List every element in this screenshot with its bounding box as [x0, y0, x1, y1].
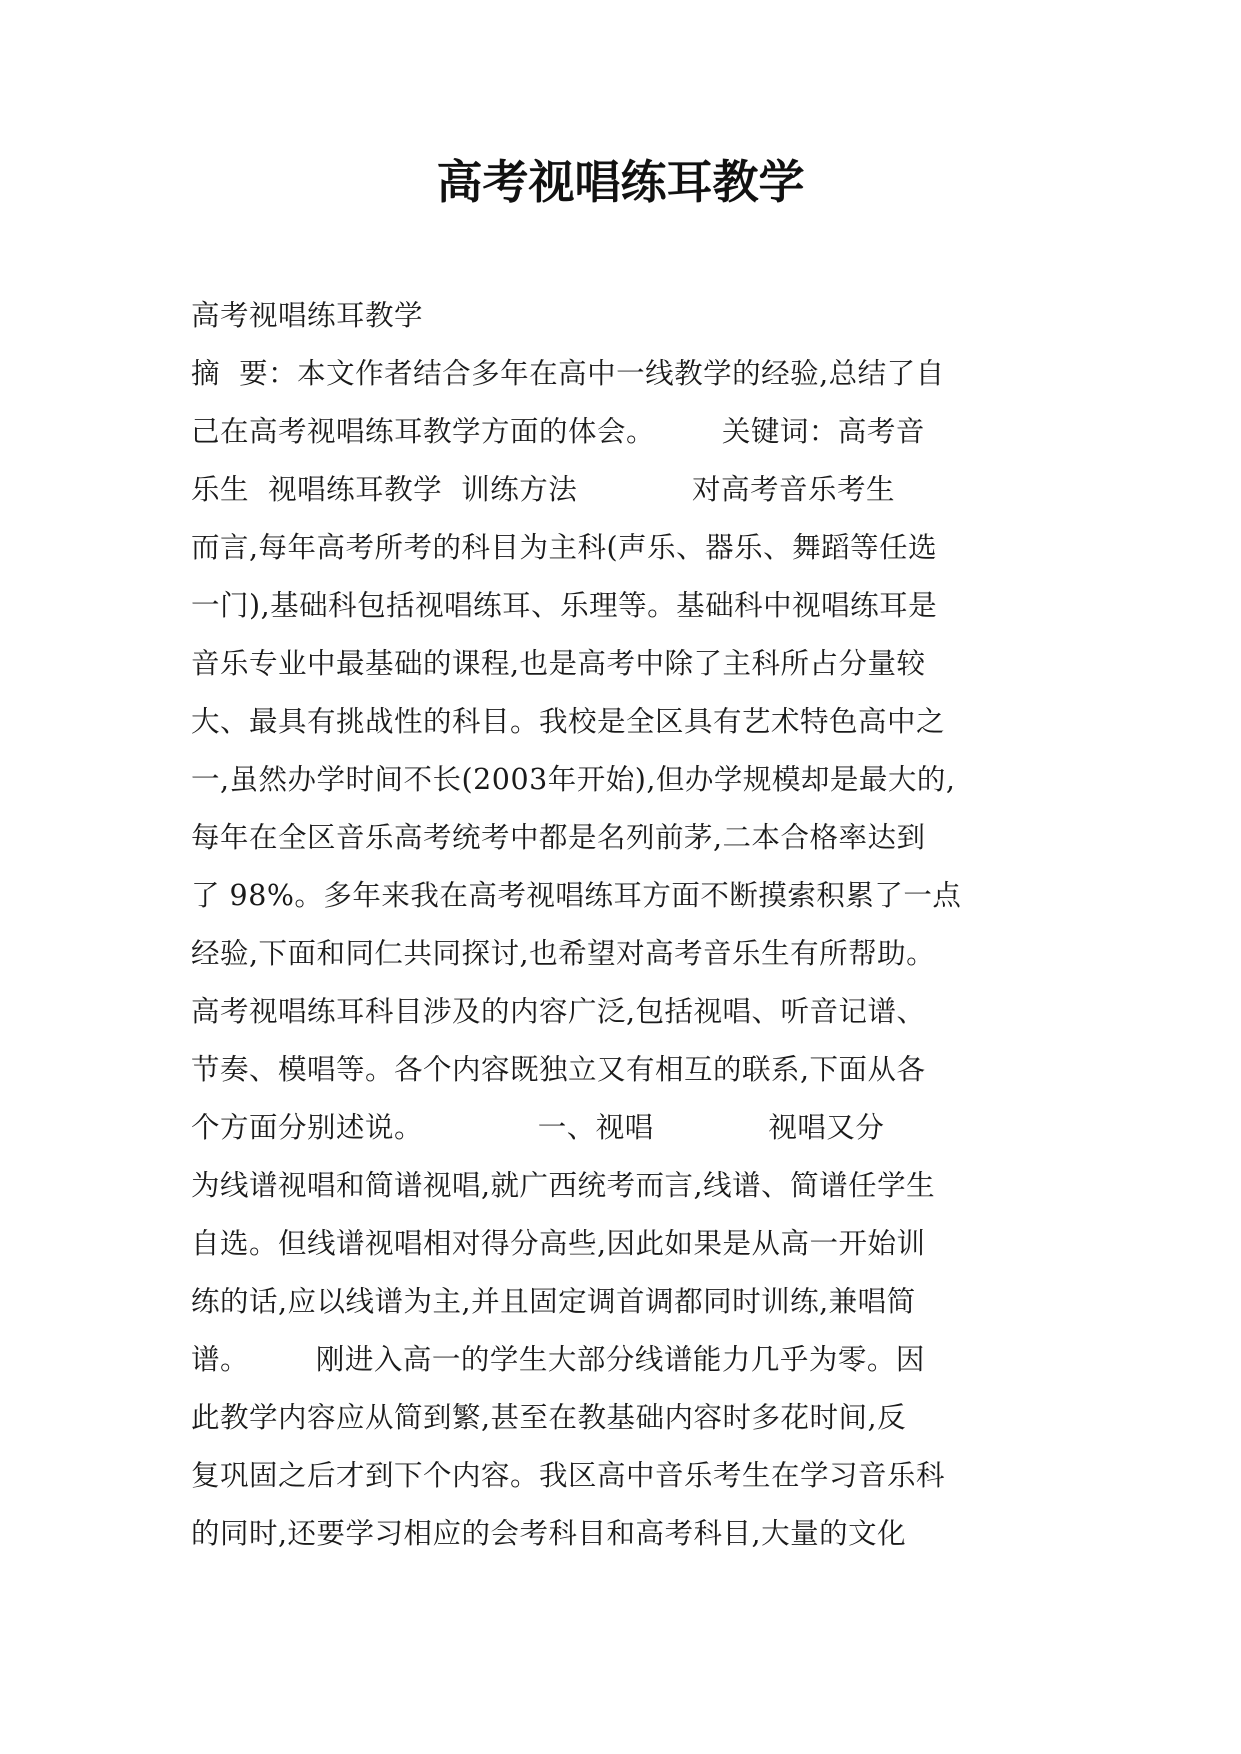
body-line: 练的话,应以线谱为主,并且固定调首调都同时训练,兼唱简	[191, 1285, 916, 1318]
body-line: 音乐专业中最基础的课程,也是高考中除了主科所占分量较	[191, 647, 926, 680]
body-line: 复巩固之后才到下个内容。我区高中音乐考生在学习音乐科	[191, 1459, 946, 1492]
body-line: 高考视唱练耳科目涉及的内容广泛,包括视唱、听音记谱、	[191, 995, 926, 1028]
body-line: 一门),基础科包括视唱练耳、乐理等。基础科中视唱练耳是	[191, 589, 938, 622]
body-line: 为线谱视唱和简谱视唱,就广西统考而言,线谱、简谱任学生	[191, 1169, 936, 1202]
body-line: 谱。 刚进入高一的学生大部分线谱能力几乎为零。因	[191, 1343, 925, 1376]
body-line: 大、最具有挑战性的科目。我校是全区具有艺术特色高中之	[191, 705, 946, 738]
body-line: 自选。但线谱视唱相对得分高些,因此如果是从高一开始训	[191, 1227, 926, 1260]
body-line: 高考视唱练耳教学	[191, 299, 424, 332]
body-line: 了 98%。多年来我在高考视唱练耳方面不断摸索积累了一点	[191, 879, 962, 912]
body-line: 乐生 视唱练耳教学 训练方法 对高考音乐考生	[191, 473, 895, 506]
body-line: 每年在全区音乐高考统考中都是名列前茅,二本合格率达到	[191, 821, 926, 854]
body-line: 一,虽然办学时间不长(2003年开始),但办学规模却是最大的,	[191, 763, 956, 796]
body-line: 而言,每年高考所考的科目为主科(声乐、器乐、舞蹈等任选	[191, 531, 938, 564]
document-title: 高考视唱练耳教学	[436, 155, 805, 209]
body-line: 摘 要：本文作者结合多年在高中一线教学的经验,总结了自	[191, 357, 945, 390]
body-line: 经验,下面和同仁共同探讨,也希望对高考音乐生有所帮助。	[191, 937, 936, 970]
body-line: 的同时,还要学习相应的会考科目和高考科目,大量的文化	[191, 1517, 907, 1550]
body-line: 己在高考视唱练耳教学方面的体会。 关键词：高考音	[191, 415, 925, 448]
body-line: 个方面分别述说。 一、视唱 视唱又分	[191, 1111, 885, 1144]
document-body	[191, 287, 1051, 1563]
body-line: 节奏、模唱等。各个内容既独立又有相互的联系,下面从各	[191, 1053, 926, 1086]
body-line: 此教学内容应从简到繁,甚至在教基础内容时多花时间,反	[191, 1401, 907, 1434]
